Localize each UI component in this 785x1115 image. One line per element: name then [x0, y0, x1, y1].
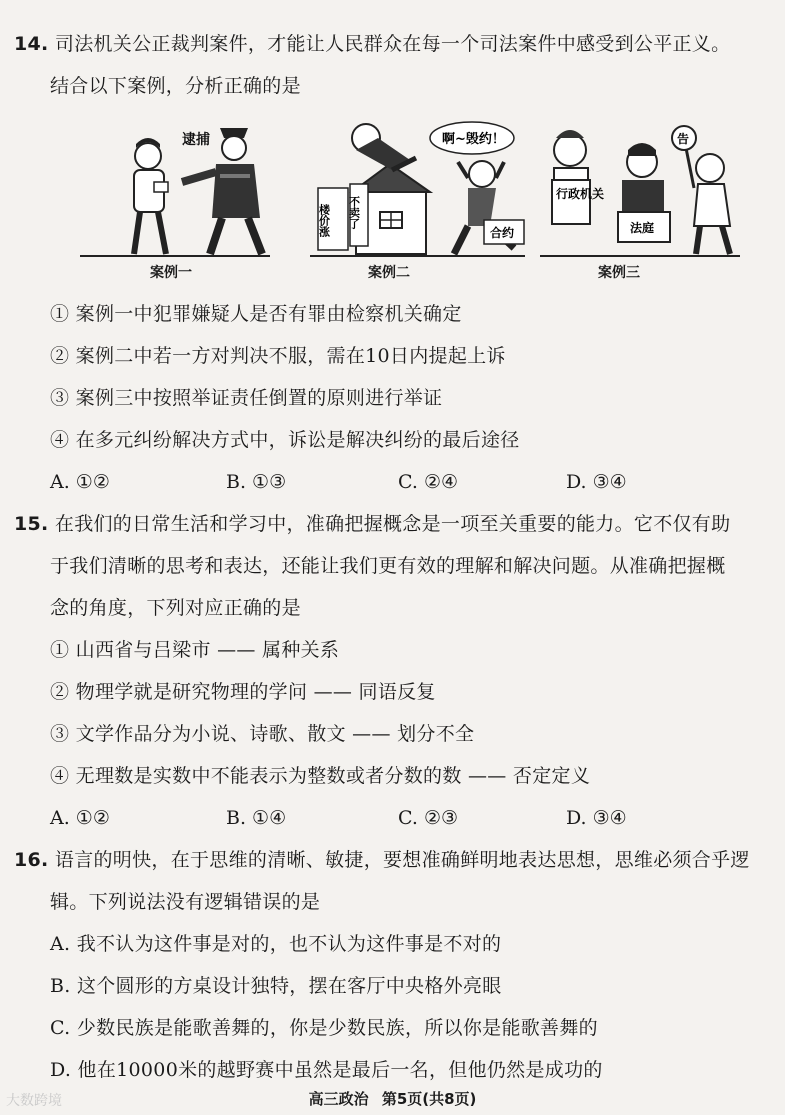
q14-item-3: ③ 案例三中按照举证责任倒置的原则进行举证	[50, 387, 443, 409]
footer-page-number: 第5页(共8页)	[381, 1090, 477, 1108]
q14-choice-a[interactable]: A. ①②	[50, 471, 110, 493]
q15-number: 15.	[14, 513, 49, 535]
case2-sign-right-text: 不卖了	[347, 196, 361, 229]
q16-option-c[interactable]: C. 少数民族是能歌善舞的，你是少数民族，所以你是能歌善舞的	[50, 1017, 598, 1039]
q16-option-b[interactable]: B. 这个圆形的方桌设计独特，摆在客厅中央格外亮眼	[50, 975, 502, 997]
q15-stem-line1	[14, 510, 730, 538]
case1-speech: 逮捕	[182, 132, 210, 148]
watermark: 大数跨境	[6, 1093, 62, 1109]
q14-item-2: ② 案例二中若一方对判决不服，需在10日内提起上诉	[50, 345, 506, 367]
case3-admin-text: 行政机关	[556, 187, 605, 201]
q14-stem-line2: 结合以下案例，分析正确的是	[50, 75, 301, 97]
case3-court-text: 法庭	[630, 221, 655, 235]
q15-stem-line2: 于我们清晰的思考和表达，还能让我们更有效的理解和解决问题。从准确把握概	[50, 555, 726, 577]
q15-stem-text1: 在我们的日常生活和学习中，准确把握概念是一项至关重要的能力。它不仅有助	[54, 513, 731, 535]
q16-option-d[interactable]: D. 他在10000米的越野赛中虽然是最后一名，但他仍然是成功的	[50, 1059, 603, 1081]
q16-stem-line1	[14, 846, 750, 874]
q14-choice-b[interactable]: B. ①③	[226, 471, 287, 493]
case1-caption: 案例一	[150, 265, 192, 281]
q14-item-1: ① 案例一中犯罪嫌疑人是否有罪由检察机关确定	[50, 303, 462, 325]
case2-contract-text: 合约	[490, 226, 515, 240]
case3-judge-figure	[622, 143, 664, 220]
case3-caption: 案例三	[598, 265, 640, 281]
q15-item-2: ② 物理学就是研究物理的学问 —— 同语反复	[50, 681, 436, 703]
q14-choice-c[interactable]: C. ②④	[398, 471, 459, 493]
case2-speech: 啊~毁约！	[442, 132, 505, 147]
q14-stem-text1: 司法机关公正裁判案件，才能让人民群众在每一个司法案件中感受到公平正义。	[54, 33, 731, 55]
q15-item-3: ③ 文学作品分为小说、诗歌、散文 —— 划分不全	[50, 723, 475, 745]
q16-stem-text1: 语言的明快，在于思维的清晰、敏捷，要想准确鲜明地表达思想，思维必须合乎逻	[54, 849, 750, 871]
q16-stem-line2: 辑。下列说法没有逻辑错误的是	[50, 891, 321, 913]
case3-plaintiff-figure	[686, 148, 730, 254]
q15-choice-b[interactable]: B. ①④	[226, 807, 287, 829]
case3-sue-text: 告	[677, 132, 690, 146]
q15-choice-a[interactable]: A. ①②	[50, 807, 110, 829]
q14-item-4: ④ 在多元纠纷解决方式中，诉讼是解决纠纷的最后途径	[50, 429, 520, 451]
q15-choice-d[interactable]: D. ③④	[566, 807, 627, 829]
q15-item-4: ④ 无理数是实数中不能表示为整数或者分数的数 —— 否定定义	[50, 765, 591, 787]
case2-sign-left-text: 楼价涨	[317, 204, 331, 237]
q16-option-a[interactable]: A. 我不认为这件事是对的，也不认为这件事是不对的	[50, 933, 502, 955]
q16-number: 16.	[14, 849, 49, 871]
q15-stem-line3: 念的角度，下列对应正确的是	[50, 597, 301, 619]
footer-subject: 高三政治	[308, 1090, 369, 1108]
case1-suspect-figure	[134, 138, 168, 254]
page-footer	[0, 1088, 785, 1109]
q14-choice-d[interactable]: D. ③④	[566, 471, 627, 493]
q14-stem-line1	[14, 30, 730, 58]
q15-item-1: ① 山西省与吕梁市 —— 属种关系	[50, 639, 340, 661]
q15-choice-c[interactable]: C. ②③	[398, 807, 459, 829]
case2-caption: 案例二	[368, 265, 410, 281]
case2-seller-figure	[352, 124, 416, 170]
q14-number: 14.	[14, 33, 49, 55]
